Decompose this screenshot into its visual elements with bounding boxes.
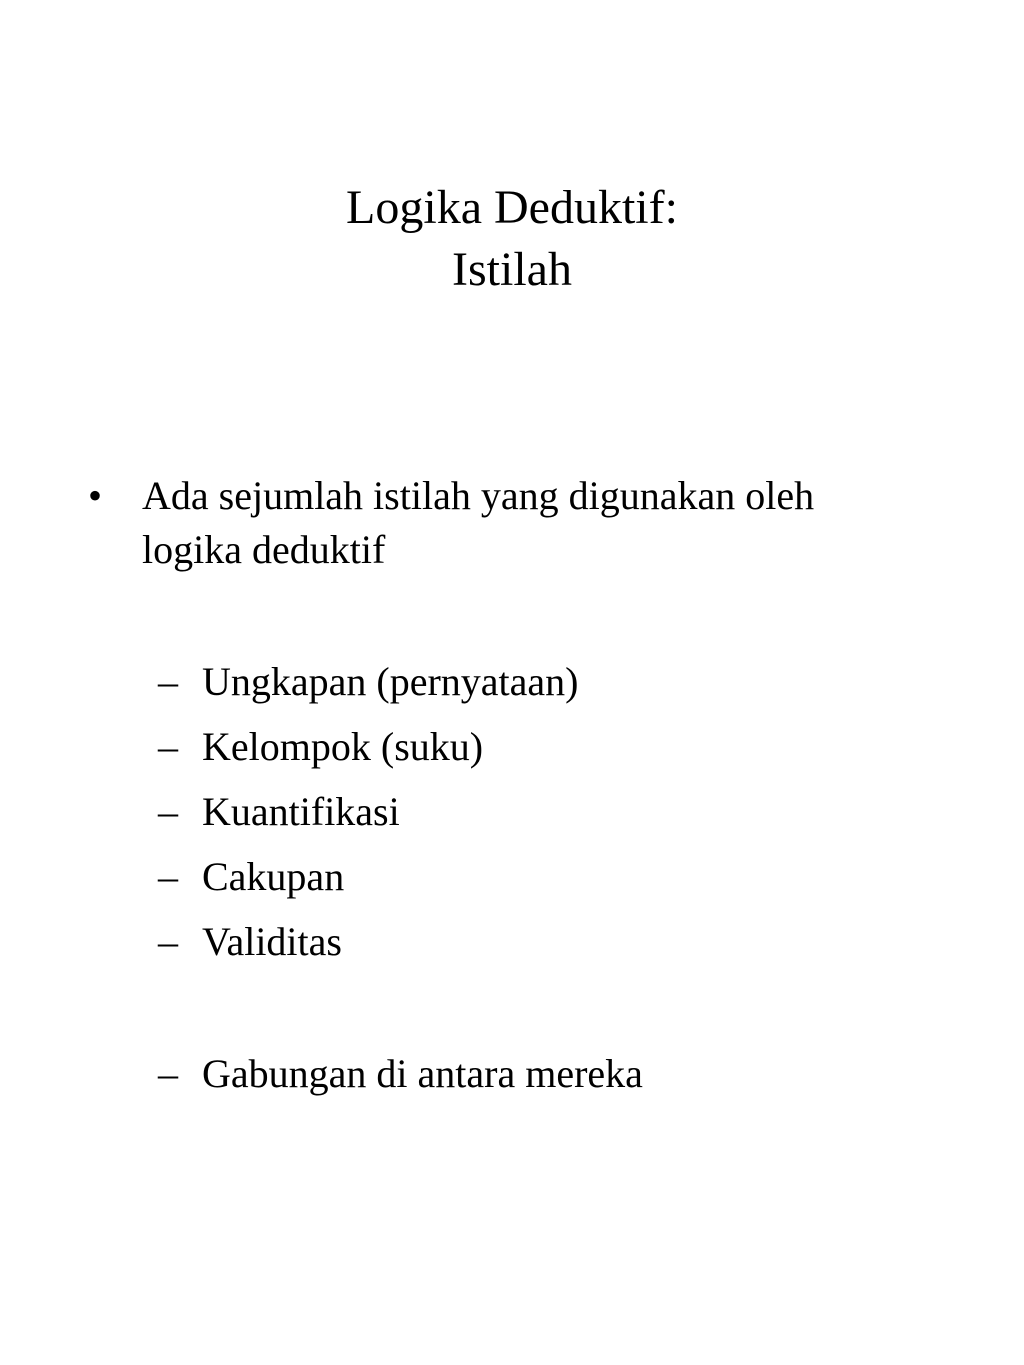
sub-item-label: Kuantifikasi <box>202 789 400 834</box>
bullet-dot-icon: • <box>88 473 103 518</box>
bullet-text-line-2: logika deduktif <box>142 527 386 572</box>
slide-title-line-2: Istilah <box>452 243 572 296</box>
dash-icon: – <box>158 659 178 704</box>
sub-item-label: Ungkapan (pernyataan) <box>202 659 579 704</box>
slide-title-line-1: Logika Deduktif: <box>346 181 678 234</box>
dash-icon: – <box>158 789 178 834</box>
dash-icon: – <box>158 1051 178 1096</box>
sub-item-label: Validitas <box>202 919 342 964</box>
sub-item-label: Kelompok (suku) <box>202 724 484 769</box>
dash-icon: – <box>158 724 178 769</box>
bullet-text-line-1: Ada sejumlah istilah yang digunakan oleh <box>142 473 815 518</box>
sub-item-label: Gabungan di antara mereka <box>202 1051 643 1096</box>
sub-item-label: Cakupan <box>202 854 345 899</box>
dash-icon: – <box>158 919 178 964</box>
dash-icon: – <box>158 854 178 899</box>
